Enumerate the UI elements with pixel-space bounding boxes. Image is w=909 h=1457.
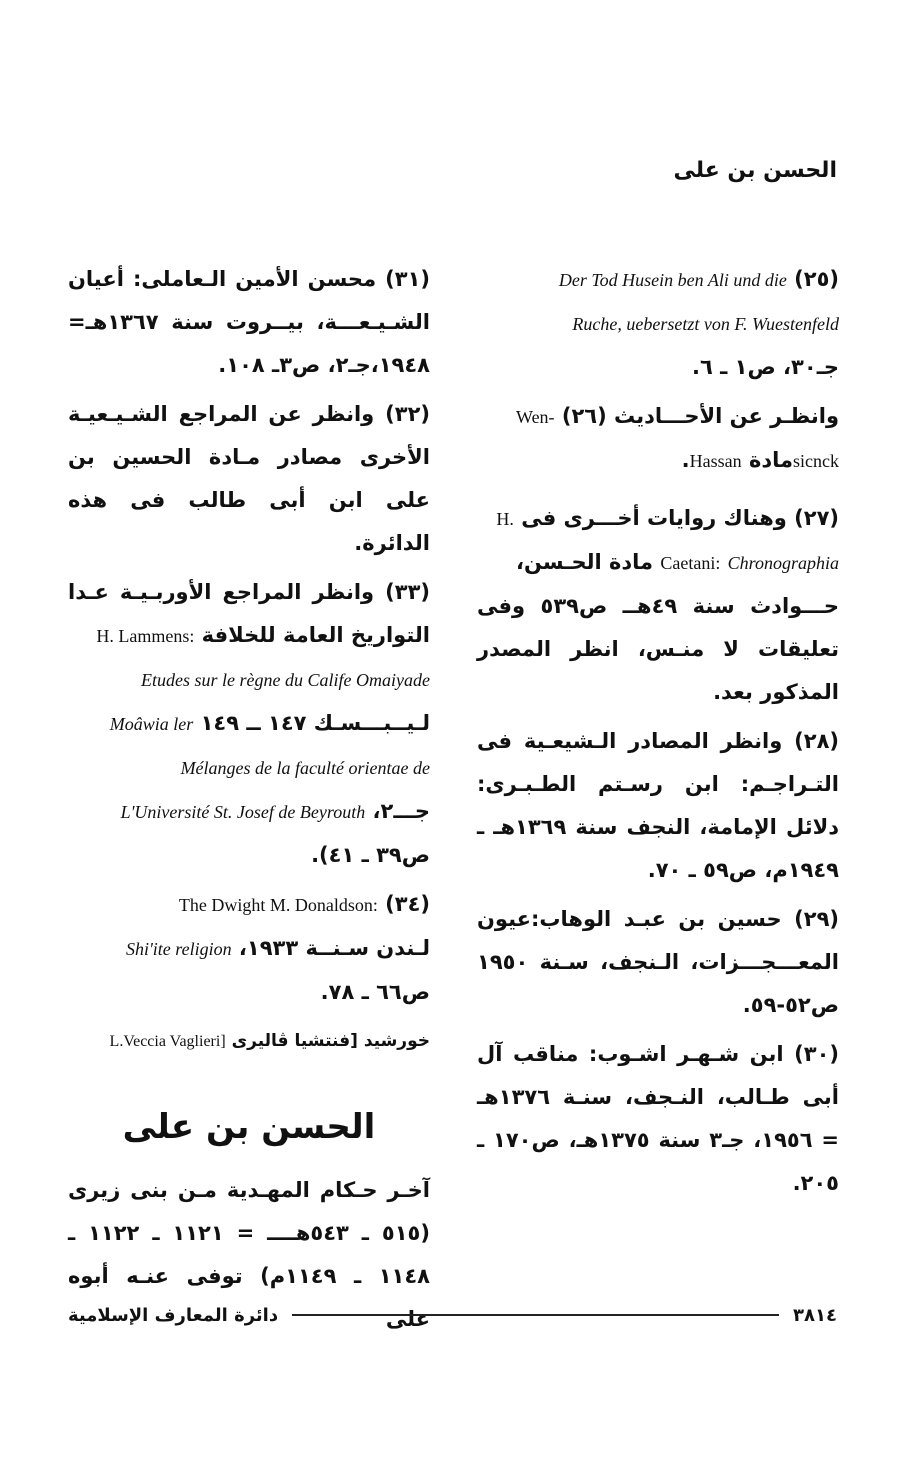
footnote-text: مادة <box>748 448 794 472</box>
footnote-text: جـــ٢، <box>372 799 430 823</box>
footnote-33 <box>68 571 430 877</box>
footnote-text: ص٦٦ ـ ٧٨. <box>320 980 430 1004</box>
footer-rule <box>292 1314 779 1316</box>
latin-text: Chronographia <box>727 553 839 573</box>
latin-text: sicnck <box>793 451 839 471</box>
footnote-text: (٢٧) وهناك روايات أخـــرى فى <box>521 506 839 530</box>
footnote-text: لـيــبـــسـك ١٤٧ ــ ١٤٩ <box>200 711 430 735</box>
publication-name: دائرة المعارف الإسلامية <box>68 1304 279 1326</box>
left-column <box>68 258 430 1347</box>
footnote-text: جـ٣٠، ص١ ـ ٦. <box>692 355 839 379</box>
signature-text: [فنتشيا ڤاليرى <box>231 1031 358 1051</box>
footnote-text: وانظـر عن الأحـــاديث (٢٦) <box>561 404 839 428</box>
latin-text: Etudes sur le règne du Calife Omaiyade <box>141 670 430 690</box>
footnote-31 <box>68 258 430 387</box>
running-header: الحسن بن على <box>673 158 837 183</box>
signature-text: خورشيد <box>363 1031 430 1051</box>
footnote-text: (٢٨) وانظر المصادر الـشيعـية فى التـراجـم: ابن رسـتم الطـبـرى: دلائل الإمامة، النجف سنة ١٣٦٩هـ ـ ١٩٤٩م، ص٥٩ ـ ٧٠. <box>477 729 839 882</box>
latin-text: H. Lammens: <box>96 626 195 646</box>
footnote-28 <box>477 720 839 892</box>
footnote-text: (٣٢) وانظر عن المراجع الشـيـعيـة الأخرى مصادر مـادة الحسين بن على ابن أبى طالب فى هذه الدائرة. <box>68 402 430 555</box>
entry-text: آخـر حـكام المهـدية مـن بنى زيرى (٥١٥ ـ ٥٤٣هــــ = ١١٢١ ـ ١١٢٢ ـ ١١٤٨ ـ ١١٤٩م) توفى عنـه أبوه على <box>68 1178 430 1331</box>
footnote-text: (٣٣) وانظر المراجع الأوربـيـة عـدا التواريخ العامة للخلافة <box>68 580 430 647</box>
latin-text: H. <box>496 509 514 529</box>
footnote-text: مادة الحـسن، <box>516 550 654 574</box>
footnote-29 <box>477 898 839 1027</box>
footnote-text: حـــوادث سنة ٤٩هــ ص٥٣٩ وفى تعليقات لا منـس، انظر المصدر المذكور بعد. <box>477 594 839 704</box>
footnote-30 <box>477 1033 839 1205</box>
latin-text: Hassan <box>689 451 742 471</box>
footnote-text: (٣١) محسن الأمين الـعاملى: أعيان الشـيـعـــة، بيــروت سنة ١٣٦٧هـ= ١٩٤٨،جـ٢، ص٣ـ ١٠٨. <box>68 267 430 377</box>
latin-text: L.Veccia Vaglieri] <box>109 1033 226 1050</box>
latin-text: Ruche, uebersetzt von F. Wuestenfeld <box>572 314 839 334</box>
footnote-text: لـندن سـنــة ١٩٣٣، <box>238 936 430 960</box>
latin-text: L'Université St. Josef de Beyrouth <box>120 802 366 822</box>
footnote-number: (٢٥) <box>794 267 839 291</box>
footnote-text: (٣٠) ابن شـهـر اشـوب: مناقب آل أبى طـالب، النـجف، سنـة ١٣٧٦هـ = ١٩٥٦، جـ٣ سنة ١٣٧٥هـ، ص١٧٠ ـ ٢٠٥. <box>477 1042 839 1195</box>
latin-text: The Dwight M. Donaldson: <box>178 895 378 915</box>
latin-text: Der Tod Husein ben Ali und die <box>558 270 787 290</box>
latin-text: Wen- <box>516 407 555 427</box>
latin-text: Caetani: <box>660 553 721 573</box>
footnote-26: وانظـر عن الأحـــاديث (٢٦) Wen- sicnckمادة Hassan. <box>516 404 839 472</box>
latin-text: Moâwia ler <box>109 714 194 734</box>
page-footer <box>68 1300 837 1330</box>
footnote-text: ص٣٩ ـ ٤١). <box>311 843 430 867</box>
footnote-27 <box>477 497 839 714</box>
page-number: ٣٨١٤ <box>793 1304 837 1326</box>
footnote-34 <box>68 883 430 1014</box>
right-column <box>477 258 839 1211</box>
entry-title: الحسن بن على <box>122 1107 376 1147</box>
footnote-32 <box>68 393 430 565</box>
author-signature <box>68 1020 430 1063</box>
latin-text: Shi'ite religion <box>125 939 232 959</box>
footnote-25 <box>477 258 839 389</box>
footnote-number: (٣٤) <box>385 892 430 916</box>
footnote-text: (٢٩) حسين بن عبـد الوهاب:عيون المعـــجـــزات، الـنجف، سـنة ١٩٥٠ ص٥٢-٥٩. <box>477 907 839 1017</box>
latin-text: Mélanges de la faculté orientae de <box>180 758 430 778</box>
